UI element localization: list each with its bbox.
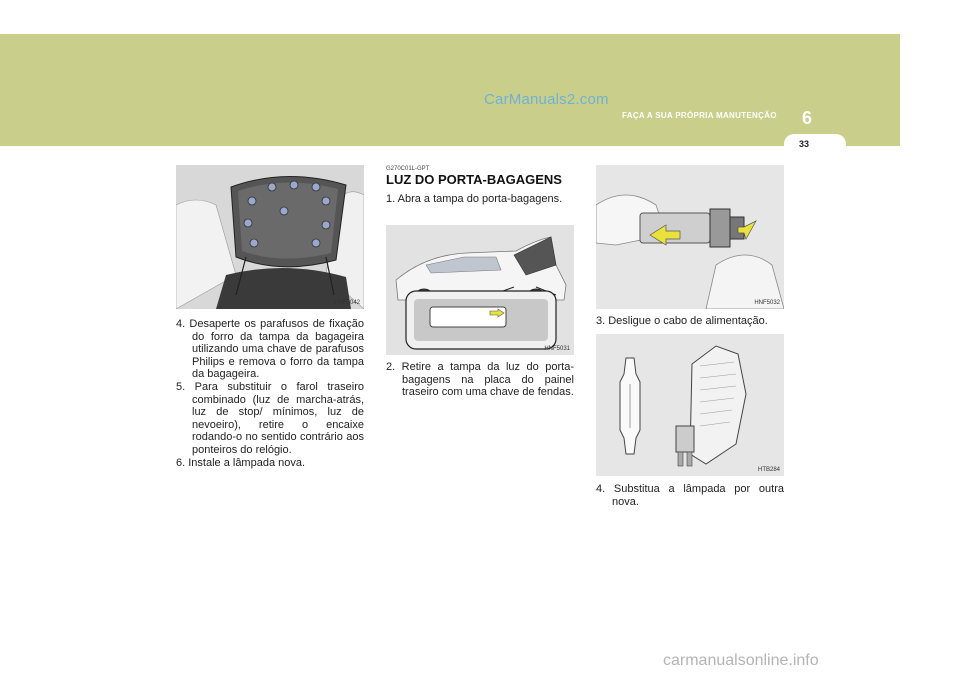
list-item: 5. Para substituir o farol traseiro combinado (luz de marcha-atrás, luz de stop/ mínimos, luz de nevoeiro), retire o encaixe rodando-o no sentido contrário aos ponteiros do relógio. (176, 380, 364, 456)
figure-code: HTB284 (757, 467, 780, 473)
step-3 (596, 315, 784, 328)
step-1 (386, 193, 574, 206)
car-trunk-illustration (386, 225, 574, 355)
figure-code: HNF5032 (754, 300, 780, 306)
figure-code: HNF5042 (334, 300, 360, 306)
figure-trunk-lid (176, 165, 364, 309)
step-4-text: 4. Substitua a lâmpada por outra nova. (596, 483, 784, 508)
chapter-number: 6 (801, 108, 812, 128)
figure-hands-lamp (596, 165, 784, 309)
watermark-bottom[interactable]: carmanualsonline.info (663, 652, 819, 669)
header-band (0, 34, 900, 146)
step-2-text: 2. Retire a tampa da luz do porta-bagagens na placa do painel traseiro com uma chave de fendas. (386, 361, 574, 399)
step-3-text: 3. Desligue o cabo de alimentação. (596, 315, 768, 327)
bulb-lamp-illustration (596, 334, 784, 476)
figure-car-trunk (386, 225, 574, 355)
section-code: G270C01L-GPT (386, 166, 430, 172)
list-item: 4. Desaperte os parafusos de fixação do forro da tampa da bagageira utilizando uma chave de parafusos Philips e remova o forro da tampa da bagageira. (176, 318, 364, 381)
step-1-text: 1. Abra a tampa do porta-bagagens. (386, 193, 563, 205)
figure-code: HNF5031 (544, 346, 570, 352)
column-1-text (176, 318, 364, 469)
section-title: FAÇA A SUA PRÓPRIA MANUTENÇÃO (622, 111, 777, 120)
figure-bulb-lamp (596, 334, 784, 476)
section-heading: LUZ DO PORTA-BAGAGENS (386, 172, 562, 187)
step-2 (386, 361, 574, 399)
watermark-top[interactable]: CarManuals2.com (484, 91, 609, 108)
page-number: 33 (798, 139, 809, 149)
hands-lamp-illustration (596, 165, 784, 309)
list-item: 6. Instale a lâmpada nova. (176, 456, 306, 469)
trunk-lid-illustration (176, 165, 364, 309)
step-4 (596, 483, 784, 508)
